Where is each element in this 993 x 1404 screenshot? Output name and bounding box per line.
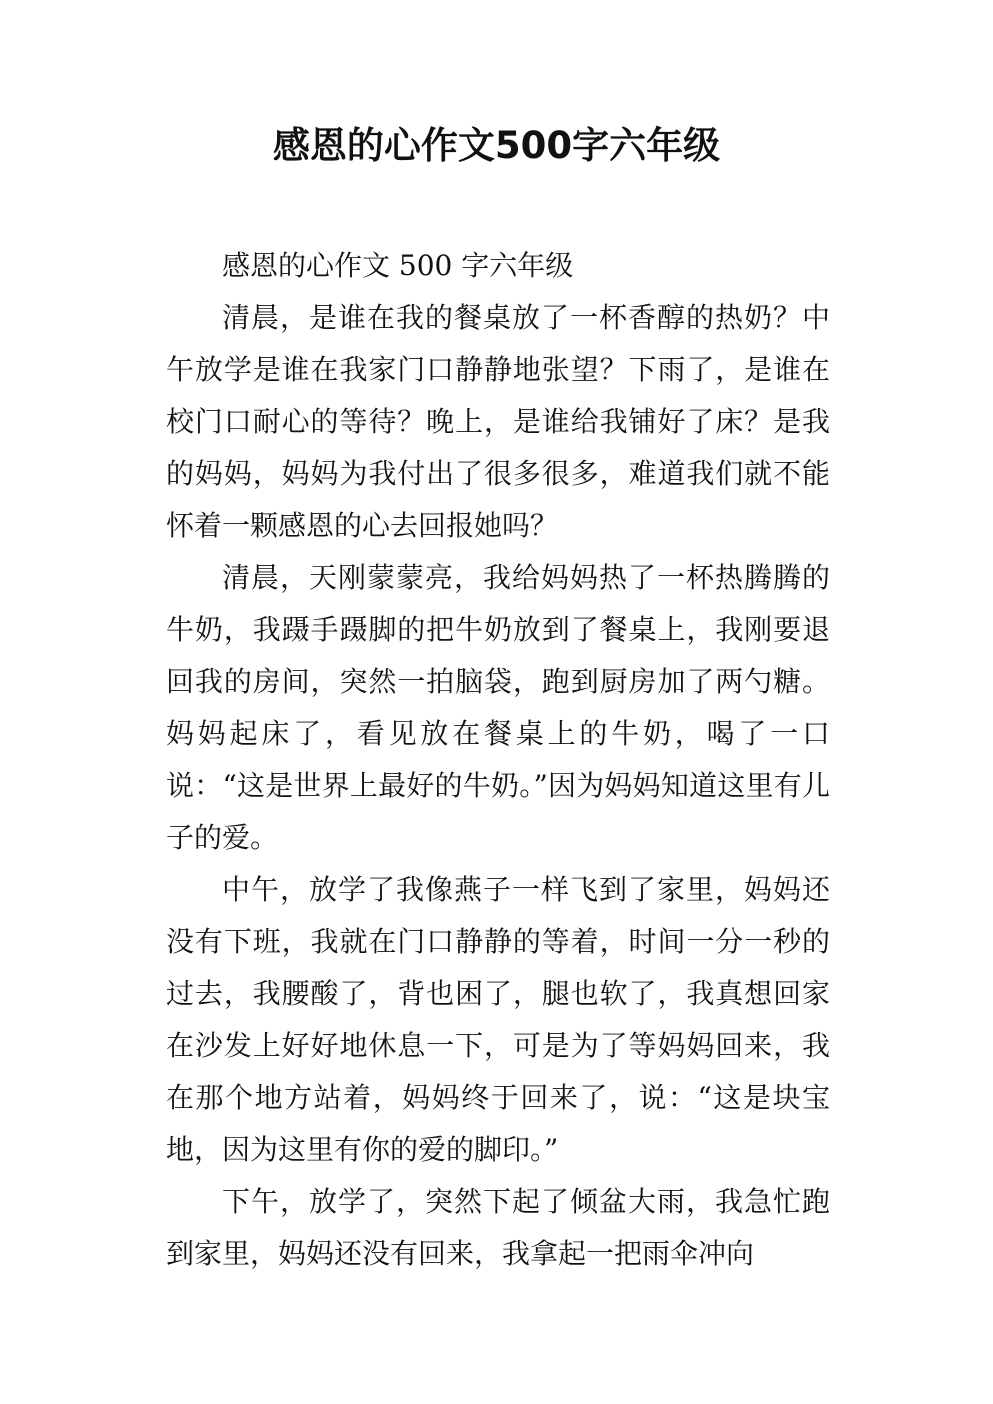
paragraph-morning: 清晨，天刚蒙蒙亮，我给妈妈热了一杯热腾腾的牛奶，我蹑手蹑脚的把牛奶放到了餐桌上，我刚要退回我的房间，突然一拍脑袋，跑到厨房加了两勺糖。妈妈起床了，看见放在餐桌上的牛奶，喝了一口说：“这是世界上最好的牛奶。”因为妈妈知道这里有儿子的爱。 — [166, 561, 830, 854]
document-title: 感恩的心作文500字六年级 — [272, 124, 721, 167]
document-body — [166, 240, 830, 1280]
paragraph-intro: 清晨，是谁在我的餐桌放了一杯香醇的热奶？中午放学是谁在我家门口静静地张望？下雨了，是谁在校门口耐心的等待？晚上，是谁给我铺好了床？是我的妈妈，妈妈为我付出了很多很多，难道我们就不能怀着一颗感恩的心去回报她吗？ — [166, 301, 830, 542]
paragraph-afternoon: 下午，放学了，突然下起了倾盆大雨，我急忙跑到家里，妈妈还没有回来，我拿起一把雨伞冲向 — [166, 1185, 830, 1270]
paragraph-noon: 中午，放学了我像燕子一样飞到了家里，妈妈还没有下班，我就在门口静静的等着，时间一分一秒的过去，我腰酸了，背也困了，腿也软了，我真想回家在沙发上好好地休息一下，可是为了等妈妈回来，我在那个地方站着，妈妈终于回来了，说：“这是块宝地，因为这里有你的爱的脚印。” — [166, 873, 830, 1166]
paragraph-subtitle: 感恩的心作文 500 字六年级 — [222, 249, 574, 282]
